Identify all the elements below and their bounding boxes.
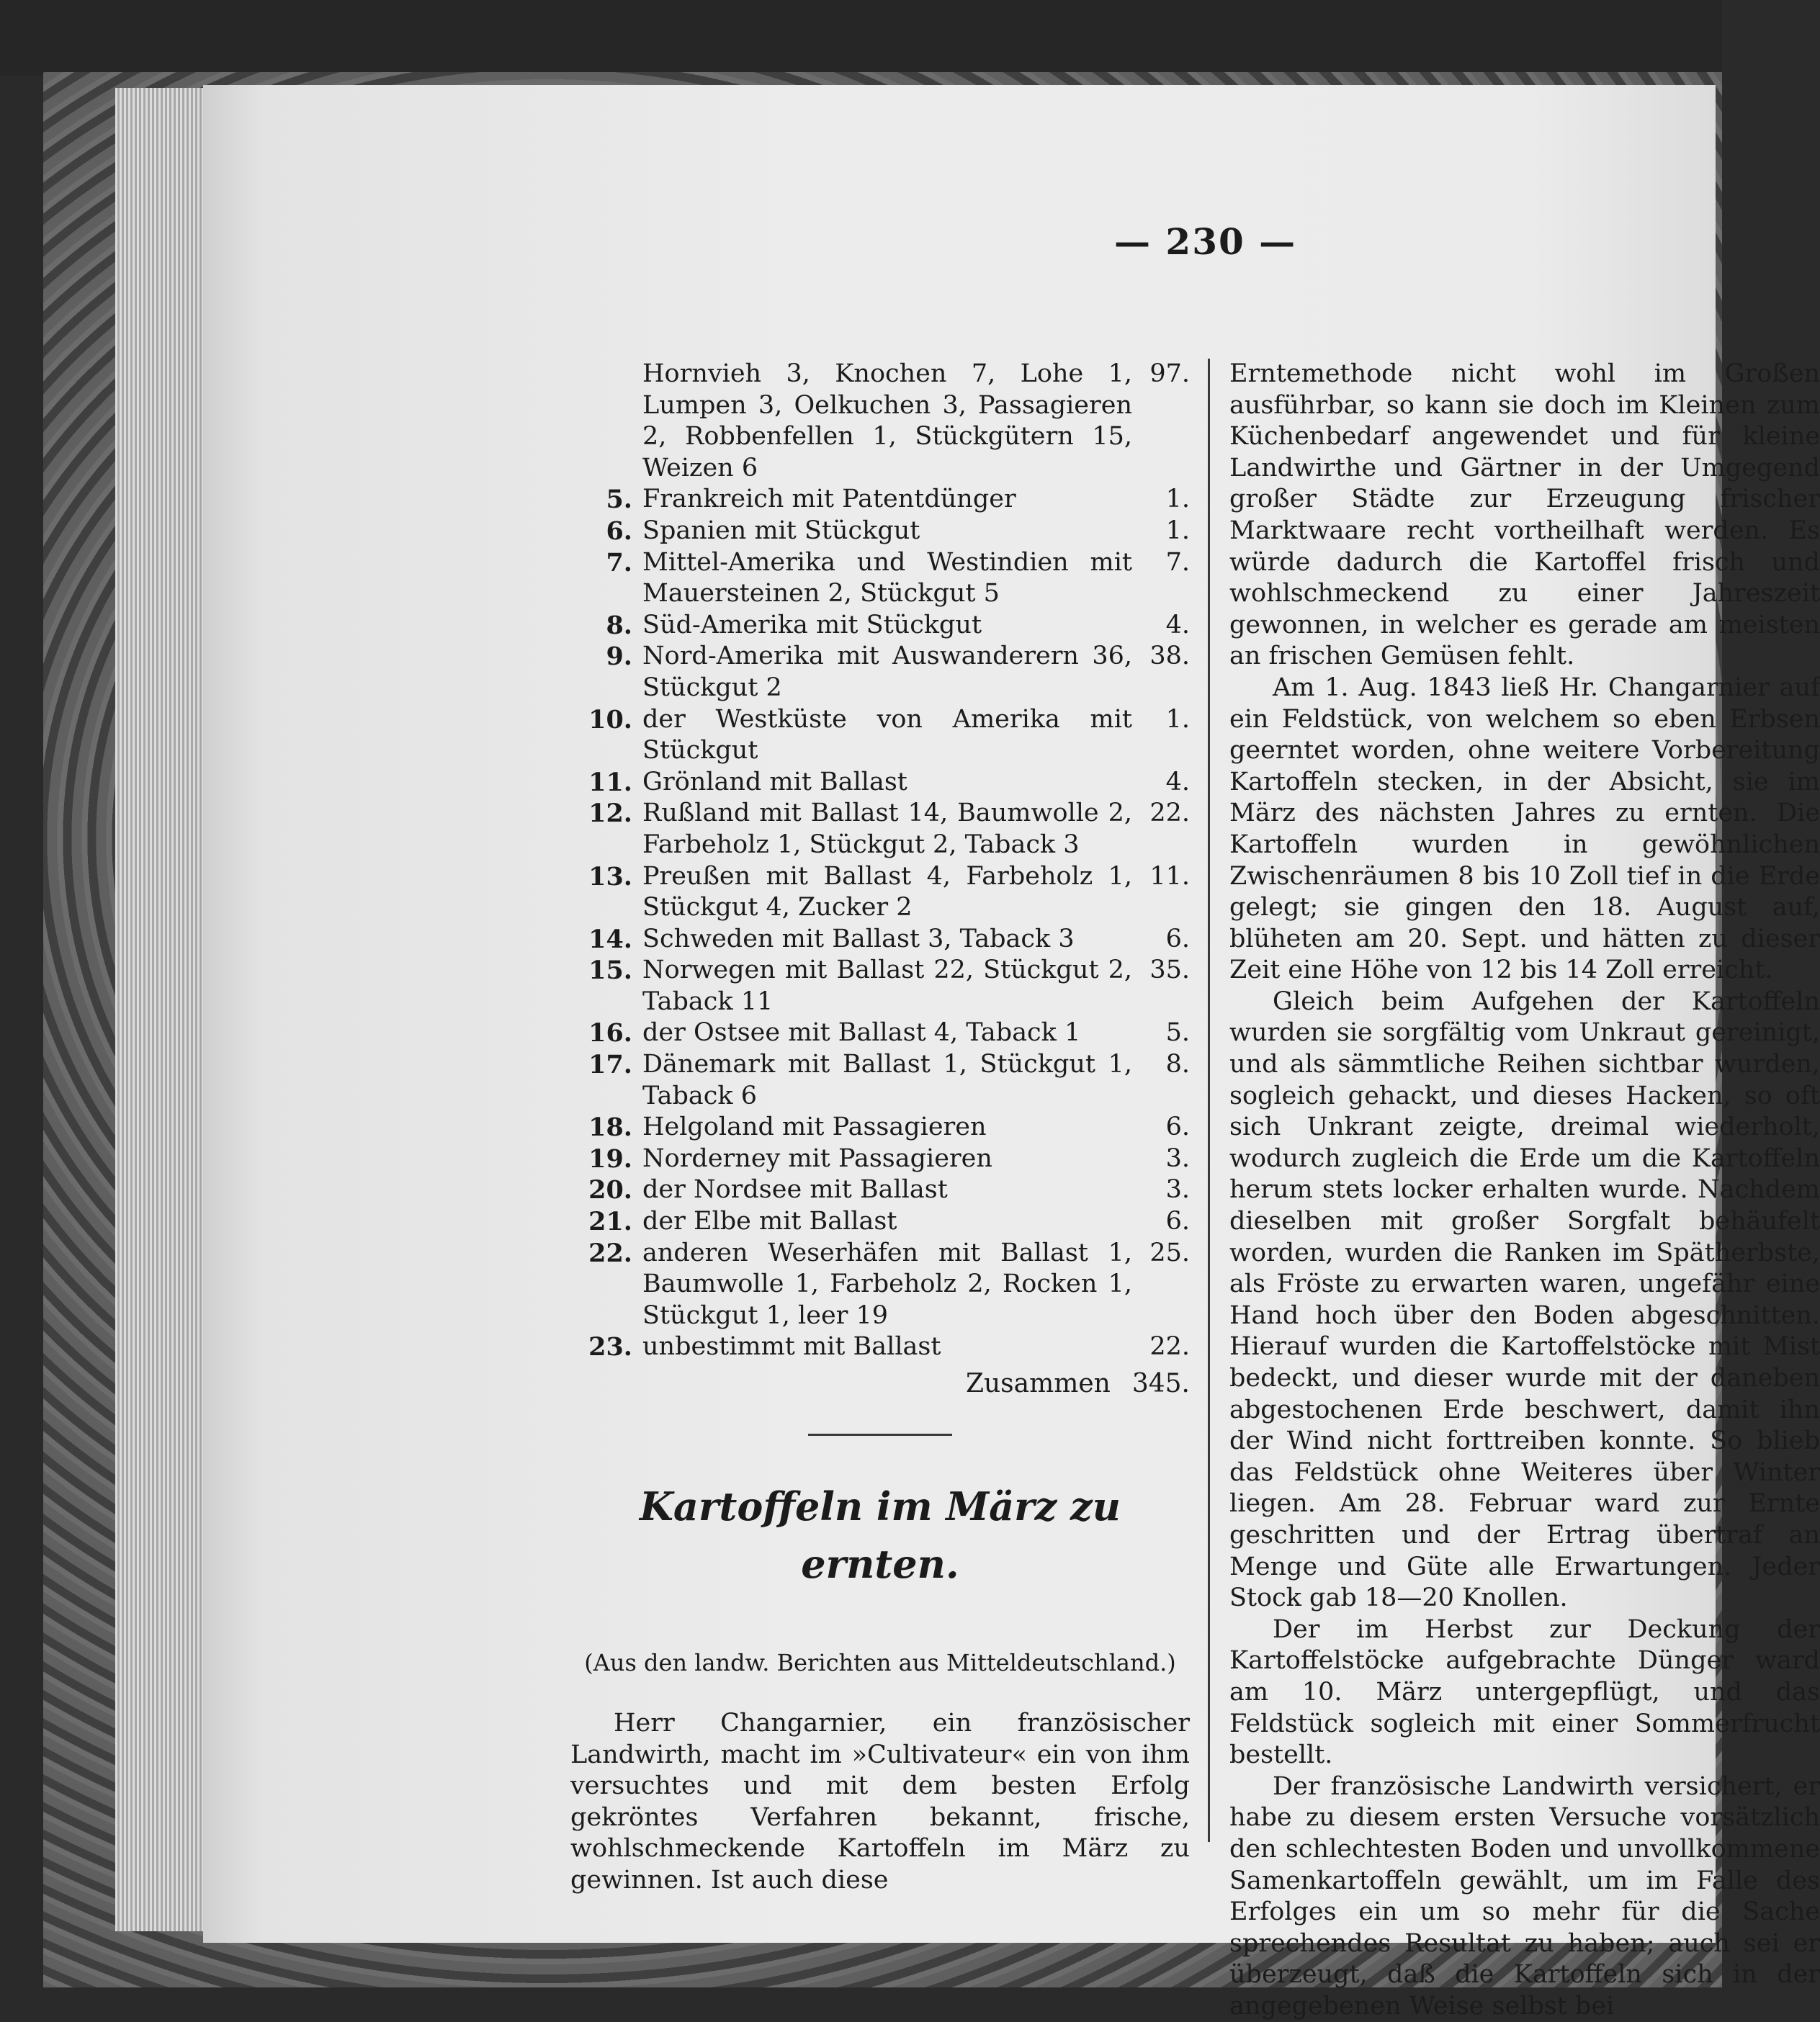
- item-number: 5.: [606, 485, 632, 515]
- list-item: [570, 610, 1190, 642]
- item-value: 1.: [1165, 485, 1190, 514]
- column-divider: [1208, 359, 1210, 1842]
- item-number: 12.: [588, 799, 632, 829]
- list-item: [570, 1174, 1190, 1206]
- item-number: 20.: [588, 1175, 632, 1205]
- article-paragraph: Herr Changarnier, ein französischer Landwirth, macht im »Cultivateur« ein von ihm versuchtes und mit dem besten Erfolg gekröntes Verfahren bekannt, frische, wohlschmeckende Kartoffeln im März zu gewinnen. Ist auch diese: [570, 1709, 1190, 1895]
- item-value: 5.: [1165, 1018, 1190, 1048]
- list-item: [570, 1238, 1190, 1332]
- item-number: [570, 359, 642, 484]
- list-item: [570, 547, 1190, 610]
- list-item: [570, 1206, 1190, 1238]
- book-page: [203, 85, 1820, 2021]
- list-item: [570, 1143, 1190, 1175]
- article-paragraph: Der französische Landwirth versichert, er habe zu diesem ersten Versuche vorsätzlich den schlechtesten Boden und unvollkommene Samenkartoffeln gewählt, um im Falle des Erfolges ein um so mehr für die Sache sprechendes Resultat zu haben; auch sei er überzeugt, daß die Kartoffeln sich in der angegebenen Weise selbst bei: [1229, 1771, 1820, 2021]
- total-row: [570, 1366, 1190, 1402]
- item-value: 8.: [1165, 1050, 1190, 1079]
- list-item: [570, 641, 1190, 704]
- list-item: [570, 704, 1190, 767]
- item-number: 9.: [606, 642, 632, 672]
- list-item: [570, 767, 1190, 799]
- item-number: 16.: [588, 1018, 632, 1048]
- item-number: 14.: [588, 924, 632, 954]
- item-value: 6.: [1165, 1207, 1190, 1236]
- scan-background: [0, 0, 1722, 76]
- list-item: [570, 1017, 1190, 1049]
- item-value: 3.: [1165, 1175, 1190, 1205]
- item-text: Nord-Amerika mit Auswanderern 36, Stückgut 2: [642, 642, 1132, 702]
- item-number: 23.: [588, 1332, 632, 1362]
- item-number: 8.: [606, 610, 632, 640]
- item-value: 6.: [1165, 924, 1190, 953]
- list-item: [570, 861, 1190, 924]
- article-paragraph: Am 1. Aug. 1843 ließ Hr. Changarnier auf ein Feldstück, von welchem so eben Erbsen geerntet worden, ohne weitere Vorbereitung Kartoffeln stecken, in der Absicht, sie im März des nächsten Jahres zu ernten. Die Kartoffeln wurden in gewöhnlichen Zwischenräumen 8 bis 10 Zoll tief in die Erde gelegt; sie gingen den 18. August auf, blüheten am 20. Sept. und hätten zu dieser Zeit eine Höhe von 12 bis 14 Zoll erreicht.: [1229, 673, 1820, 985]
- item-text: unbestimmt mit Ballast: [642, 1332, 941, 1362]
- item-text: Grönland mit Ballast: [642, 767, 907, 796]
- item-text: Rußland mit Ballast 14, Baumwolle 2, Farbeholz 1, Stückgut 2, Taback 3: [642, 799, 1132, 859]
- item-number: 10.: [588, 704, 632, 734]
- shipping-list: [570, 359, 1190, 1363]
- total-value: 345.: [1131, 1369, 1190, 1398]
- list-item: [570, 516, 1190, 547]
- item-number: 13.: [588, 861, 632, 891]
- list-item: [570, 359, 1190, 484]
- item-text: Norwegen mit Ballast 22, Stückgut 2, Taback 11: [642, 956, 1132, 1016]
- right-column: [1229, 359, 1820, 2022]
- item-value: 11.: [1149, 861, 1190, 891]
- item-value: 1.: [1165, 516, 1190, 545]
- article-title: Kartoffeln im März zu ernten.: [640, 1483, 1121, 1587]
- item-number: 17.: [588, 1050, 632, 1080]
- item-text: der Ostsee mit Ballast 4, Taback 1: [642, 1018, 1081, 1048]
- item-text: Dänemark mit Ballast 1, Stückgut 1, Taback 6: [642, 1050, 1132, 1110]
- item-value: 7.: [1165, 547, 1190, 577]
- page-number: — 230 —: [1114, 220, 1297, 263]
- item-value: 6.: [1165, 1113, 1190, 1142]
- item-value: 97.: [1149, 359, 1190, 388]
- item-value: 38.: [1149, 642, 1190, 671]
- item-text: anderen Weserhäfen mit Ballast 1, Baumwolle 1, Farbeholz 2, Rocken 1, Stückgut 1, leer 19: [642, 1238, 1132, 1330]
- item-text: Mittel-Amerika und Westindien mit Mauersteinen 2, Stückgut 5: [642, 547, 1132, 608]
- list-item: [570, 1049, 1190, 1112]
- item-number: 21.: [588, 1207, 632, 1237]
- item-number: 15.: [588, 956, 632, 986]
- item-text: Preußen mit Ballast 4, Farbeholz 1, Stückgut 4, Zucker 2: [642, 861, 1132, 922]
- list-item: [570, 1331, 1190, 1363]
- item-text: Frankreich mit Patentdünger: [642, 485, 1016, 514]
- item-number: 6.: [606, 516, 632, 546]
- item-text: der Nordsee mit Ballast: [642, 1175, 948, 1205]
- list-item: [570, 1112, 1190, 1143]
- item-number: 7.: [606, 547, 632, 578]
- list-item: [570, 924, 1190, 956]
- total-label: Zusammen: [965, 1369, 1111, 1398]
- list-item: [570, 955, 1190, 1017]
- item-text: Spanien mit Stückgut: [642, 516, 920, 545]
- item-value: 22.: [1149, 1332, 1190, 1362]
- article-paragraph: Der im Herbst zur Deckung der Kartoffelstöcke aufgebrachte Dünger ward am 10. März untergepflügt, und das Feldstück sogleich mit einer Sommerfrucht bestellt.: [1229, 1614, 1820, 1770]
- page-edges: [115, 88, 209, 1931]
- item-text: der Elbe mit Ballast: [642, 1207, 897, 1236]
- item-number: 11.: [588, 767, 632, 797]
- item-number: 18.: [588, 1113, 632, 1143]
- item-number: 22.: [588, 1238, 632, 1268]
- item-value: 35.: [1149, 956, 1190, 985]
- item-value: 3.: [1165, 1143, 1190, 1173]
- article-paragraph: Erntemethode nicht wohl im Großen ausführbar, so kann sie doch im Kleinen zum Küchenbedarf angewendet und für kleine Landwirthe und Gärtner in der Umgegend großer Städte zur Erzeugung frischer Marktwaare recht vortheilhaft werden. Es würde dadurch die Kartoffel frisch und wohlschmeckend zu einer Jahreszeit gewonnen, in welcher es gerade am meisten an frischen Gemüsen fehlt.: [1229, 359, 1820, 671]
- item-value: 4.: [1165, 610, 1190, 639]
- item-value: 22.: [1149, 799, 1190, 828]
- section-divider: [808, 1434, 952, 1436]
- article-paragraph: Gleich beim Aufgehen der Kartoffeln wurden sie sorgfältig vom Unkraut gereinigt, und als sämmtliche Reihen sichtbar wurden, sogleich gehackt, und dieses Hacken, so oft sich Unkrant zeigte, dreimal wiederholt, wodurch zugleich die Erde um die Kartoffeln herum stets locker erhalten wurde. Nachdem dieselben mit großer Sorgfalt behäufelt worden, wurden die Ranken im Spätherbste, als Fröste zu erwarten waren, ungefähr eine Hand hoch über den Boden abgeschnitten. Hierauf wurden die Kartoffelstöcke mit Mist bedeckt, und dieser wurde mit der daneben abgestochenen Erde beschwert, damit ihn der Wind nicht forttreiben konnte. So blieb das Feldstück ohne Weiteres über Winter liegen. Am 28. Februar ward zur Ernte geschritten und der Ertrag übertraf an Menge und Güte alle Erwartungen. Jeder Stock gab 18—20 Knollen.: [1229, 987, 1820, 1613]
- item-text: der Westküste von Amerika mit Stückgut: [642, 704, 1132, 765]
- article-source: (Aus den landw. Berichten aus Mitteldeutschland.): [584, 1649, 1176, 1676]
- item-number: 19.: [588, 1143, 632, 1174]
- item-value: 1.: [1165, 704, 1190, 734]
- item-text: Hornvieh 3, Knochen 7, Lohe 1, Lumpen 3, Oelkuchen 3, Passagieren 2, Robbenfellen 1, Stückgütern 15, Weizen 6: [642, 359, 1132, 482]
- item-text: Schweden mit Ballast 3, Taback 3: [642, 924, 1075, 953]
- item-text: Helgoland mit Passagieren: [642, 1113, 987, 1142]
- item-text: Süd-Amerika mit Stückgut: [642, 610, 982, 639]
- list-item: [570, 798, 1190, 861]
- list-item: [570, 484, 1190, 516]
- item-text: Norderney mit Passagieren: [642, 1143, 992, 1173]
- item-value: 4.: [1165, 767, 1190, 796]
- left-column: [570, 359, 1190, 1897]
- item-value: 25.: [1149, 1238, 1190, 1267]
